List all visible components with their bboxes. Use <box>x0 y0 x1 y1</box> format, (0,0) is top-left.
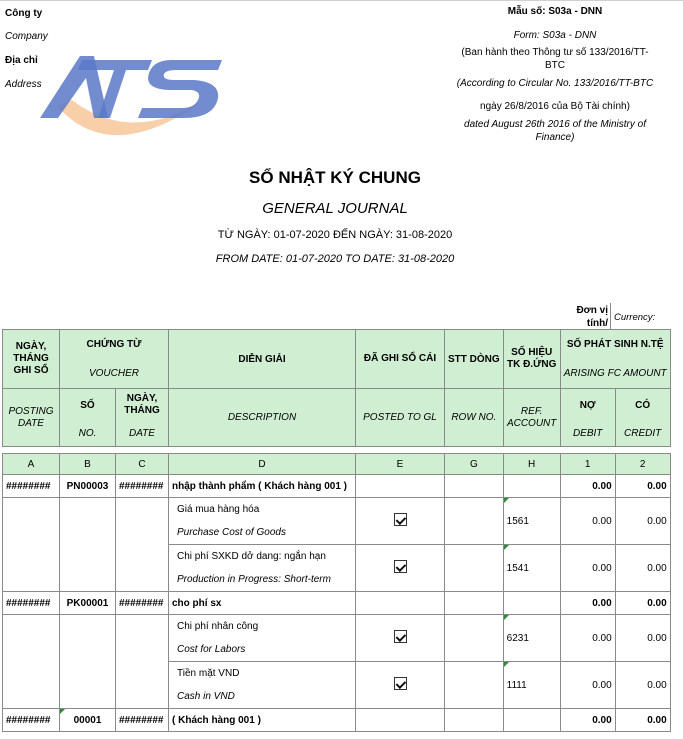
column-letter: 2 <box>615 454 670 475</box>
detail-description-vn: Chi phí SXKD dở dang: ngắn hạn <box>177 551 326 562</box>
detail-ref-account: 1541 <box>503 545 560 592</box>
entry-posting-date: ######## <box>3 592 60 615</box>
detail-description-cell <box>169 545 356 592</box>
detail-description-vn: Tiền mặt VND <box>177 668 240 679</box>
detail-row-no-cell <box>445 498 504 545</box>
entry-description: ( Khách hàng 001 ) <box>169 709 356 732</box>
posted-checkbox[interactable] <box>394 560 407 573</box>
entry-credit: 0.00 <box>615 475 670 498</box>
header-arising-en: ARISING FC AMOUNT <box>560 360 670 389</box>
entry-row-no-cell <box>445 592 504 615</box>
entry-posting-date: ######## <box>3 709 60 732</box>
entry-row <box>3 592 671 615</box>
detail-row-no-cell <box>445 545 504 592</box>
header-no-en: NO. <box>60 422 116 447</box>
posted-checkbox-cell <box>356 545 445 592</box>
entry-ref-cell <box>503 475 560 498</box>
header-voucher: CHỨNG TỪ <box>60 330 169 360</box>
column-letters-row <box>3 454 671 475</box>
column-letter: C <box>116 454 169 475</box>
header-posted-to-gl-en: POSTED TO GL <box>356 389 445 447</box>
unit-label-line-1: Đơn vị <box>576 305 608 316</box>
currency-label: Currency: <box>614 312 656 323</box>
column-letter: A <box>3 454 60 475</box>
entry-debit: 0.00 <box>560 592 615 615</box>
journal-table <box>2 329 671 732</box>
detail-row-no-cell <box>445 615 504 662</box>
column-letter: H <box>503 454 560 475</box>
page-title-en: GENERAL JOURNAL <box>262 200 408 217</box>
entry-voucher-no: 00001 <box>60 709 116 732</box>
entry-posted-cell <box>356 475 445 498</box>
posted-checkbox-cell <box>356 498 445 545</box>
detail-date-blank <box>116 498 169 592</box>
unit-label-line-2: tính/ <box>586 318 608 329</box>
issue-date-en-line-1: dated August 26th 2016 of the Ministry of <box>464 119 646 130</box>
detail-description-en: Cash in VND <box>177 691 235 702</box>
entry-voucher-date: ######## <box>116 592 169 615</box>
address-label-en: Address <box>5 79 42 90</box>
entry-description: nhập thành phẩm ( Khách hàng 001 ) <box>169 475 356 498</box>
column-letter: D <box>169 454 356 475</box>
header-row-no-en: ROW NO. <box>445 389 504 447</box>
detail-description-en: Production in Progress: Short-term <box>177 574 331 585</box>
header-posting-date-en: POSTING DATE <box>3 389 60 447</box>
header-debit: NỢ <box>560 389 615 422</box>
entry-ref-cell <box>503 709 560 732</box>
header-voucher-en: VOUCHER <box>60 360 169 389</box>
entry-voucher-no: PK00001 <box>60 592 116 615</box>
entry-ref-cell <box>503 592 560 615</box>
header-ref-account: SỐ HIỆU TK Đ.ỨNG <box>503 330 560 389</box>
detail-debit: 0.00 <box>560 615 615 662</box>
detail-posting-blank <box>3 498 60 592</box>
detail-credit: 0.00 <box>615 662 670 709</box>
form-code: Mẫu số: S03a - DNN <box>507 6 603 17</box>
detail-no-blank <box>60 615 116 709</box>
header-no: SỐ <box>60 389 116 422</box>
posted-checkbox[interactable] <box>394 677 407 690</box>
issue-date-vn: ngày 26/8/2016 của Bộ Tài chính) <box>480 101 630 112</box>
entry-credit: 0.00 <box>615 592 670 615</box>
detail-no-blank <box>60 498 116 592</box>
detail-row <box>3 498 671 545</box>
entry-posted-cell <box>356 592 445 615</box>
column-letter: 1 <box>560 454 615 475</box>
column-letter: B <box>60 454 116 475</box>
posted-checkbox-cell <box>356 615 445 662</box>
detail-ref-account: 6231 <box>503 615 560 662</box>
header-row-no: STT DÒNG <box>445 330 504 389</box>
header-posted-to-gl: ĐÃ GHI SỔ CÁI <box>356 330 445 389</box>
header-posting-date: NGÀY, THÁNG GHI SỔ <box>3 330 60 389</box>
detail-description-cell <box>169 498 356 545</box>
entry-row-no-cell <box>445 709 504 732</box>
address-label: Địa chỉ <box>5 55 38 66</box>
header-credit-en: CREDIT <box>615 422 670 447</box>
page-title: SỔ NHẬT KÝ CHUNG <box>249 168 421 187</box>
header-arising: SỐ PHÁT SINH N.TỆ <box>560 330 670 360</box>
date-range-vn: TỪ NGÀY: 01-07-2020 ĐẾN NGÀY: 31-08-2020 <box>217 229 453 241</box>
header-gap <box>3 447 671 454</box>
detail-description-vn: Chi phí nhân công <box>177 621 259 632</box>
entry-voucher-date: ######## <box>116 475 169 498</box>
issue-date-en-line-2: Finance) <box>535 132 575 143</box>
detail-ref-account: 1561 <box>503 498 560 545</box>
detail-description-en: Purchase Cost of Goods <box>177 527 286 538</box>
detail-row <box>3 615 671 662</box>
entry-row-no-cell <box>445 475 504 498</box>
date-range-en: FROM DATE: 01-07-2020 TO DATE: 31-08-2020 <box>215 253 455 265</box>
entry-posted-cell <box>356 709 445 732</box>
ats-logo <box>22 28 232 148</box>
posted-checkbox[interactable] <box>394 630 407 643</box>
circular-vn-line-1: (Ban hành theo Thông tư số 133/2016/TT- <box>461 47 649 58</box>
company-label: Công ty <box>5 8 43 19</box>
sheet-top-border <box>0 0 683 1</box>
detail-description-cell <box>169 662 356 709</box>
form-code-en: Form: S03a - DNN <box>513 30 597 41</box>
circular-en: (According to Circular No. 133/2016/TT-BTC <box>456 78 654 89</box>
detail-debit: 0.00 <box>560 498 615 545</box>
entry-voucher-no: PN00003 <box>60 475 116 498</box>
entry-debit: 0.00 <box>560 475 615 498</box>
circular-vn-line-2: BTC <box>545 60 565 71</box>
currency-divider <box>610 303 611 329</box>
detail-description-en: Cost for Labors <box>177 644 246 655</box>
detail-debit: 0.00 <box>560 662 615 709</box>
detail-date-blank <box>116 615 169 709</box>
detail-credit: 0.00 <box>615 545 670 592</box>
entry-posting-date: ######## <box>3 475 60 498</box>
header-date-en: DATE <box>116 422 169 447</box>
column-letter: E <box>356 454 445 475</box>
entry-credit: 0.00 <box>615 709 670 732</box>
column-letter: G <box>445 454 504 475</box>
detail-row-no-cell <box>445 662 504 709</box>
entry-row <box>3 709 671 732</box>
company-label-en: Company <box>5 31 48 42</box>
header-description-en: DESCRIPTION <box>169 389 356 447</box>
posted-checkbox-cell <box>356 662 445 709</box>
header-ref-account-en: REF. ACCOUNT <box>503 389 560 447</box>
entry-row <box>3 475 671 498</box>
detail-credit: 0.00 <box>615 615 670 662</box>
header-debit-en: DEBIT <box>560 422 615 447</box>
header-date: NGÀY, THÁNG <box>116 389 169 422</box>
posted-checkbox[interactable] <box>394 513 407 526</box>
entry-description: cho phí sx <box>169 592 356 615</box>
detail-ref-account: 1111 <box>503 662 560 709</box>
header-credit: CÓ <box>615 389 670 422</box>
entry-debit: 0.00 <box>560 709 615 732</box>
detail-debit: 0.00 <box>560 545 615 592</box>
entry-voucher-date: ######## <box>116 709 169 732</box>
detail-posting-blank <box>3 615 60 709</box>
detail-description-cell <box>169 615 356 662</box>
detail-description-vn: Giá mua hàng hóa <box>177 504 260 515</box>
detail-credit: 0.00 <box>615 498 670 545</box>
header-description: DIỄN GIẢI <box>169 330 356 389</box>
